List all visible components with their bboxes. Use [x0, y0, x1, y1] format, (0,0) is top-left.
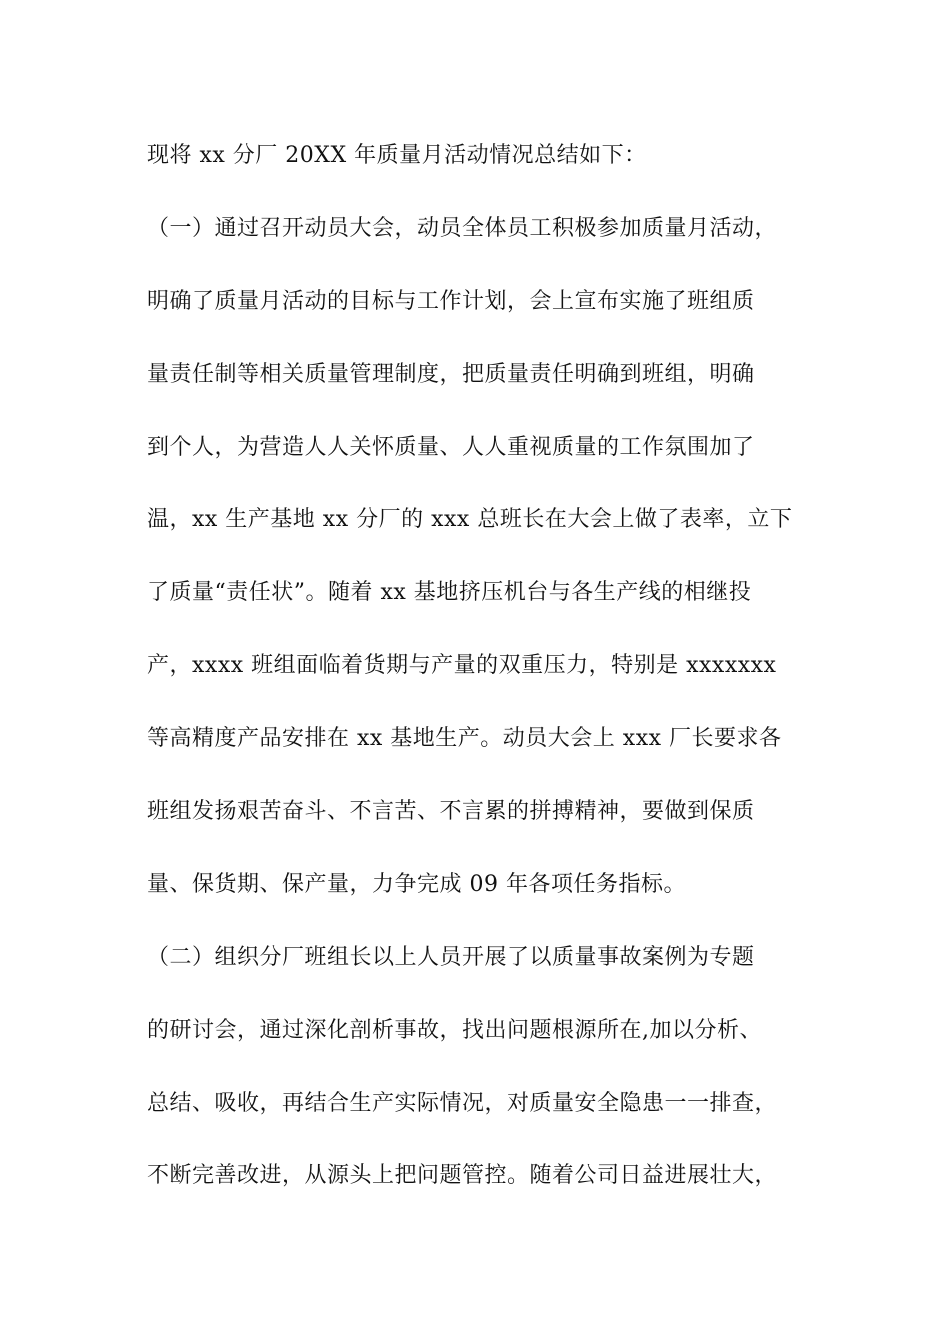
text-line: 等高精度产品安排在 xx 基地生产。动员大会上 xxx 厂长要求各 — [147, 726, 782, 752]
text-line: 现将 xx 分厂 20XX 年质量月活动情况总结如下： — [147, 143, 647, 168]
text-line: 产，xxxx 班组面临着货期与产量的双重压力，特别是 xxxxxxx — [147, 653, 777, 679]
text-line: （一）通过召开动员大会，动员全体员工积极参加质量月活动， — [147, 215, 778, 241]
text-line: 量责任制等相关质量管理制度，把质量责任明确到班组，明确 — [147, 361, 755, 387]
body-text — [147, 130, 837, 1223]
text-line: （二）组织分厂班组长以上人员开展了以质量事故案例为专题 — [147, 944, 755, 970]
text-line: 的研讨会，通过深化剖析事故，找出问题根源所在,加以分析、 — [147, 1017, 762, 1043]
text-line: 班组发扬艰苦奋斗、不言苦、不言累的拼搏精神，要做到保质 — [147, 799, 755, 825]
text-line: 总结、吸收，再结合生产实际情况，对质量安全隐患一一排查， — [147, 1090, 778, 1116]
text-line: 温，xx 生产基地 xx 分厂的 xxx 总班长在大会上做了表率，立下 — [147, 507, 793, 533]
text-line: 了质量“责任状”。随着 xx 基地挤压机台与各生产线的相继投 — [147, 580, 752, 606]
text-line: 量、保货期、保产量，力争完成 09 年各项任务指标。 — [147, 871, 686, 897]
text-line: 不断完善改进，从源头上把问题管控。随着公司日益进展壮大， — [147, 1163, 778, 1189]
text-line: 到个人，为营造人人关怀质量、人人重视质量的工作氛围加了 — [147, 434, 755, 460]
text-line: 明确了质量月活动的目标与工作计划，会上宣布实施了班组质 — [147, 288, 755, 314]
